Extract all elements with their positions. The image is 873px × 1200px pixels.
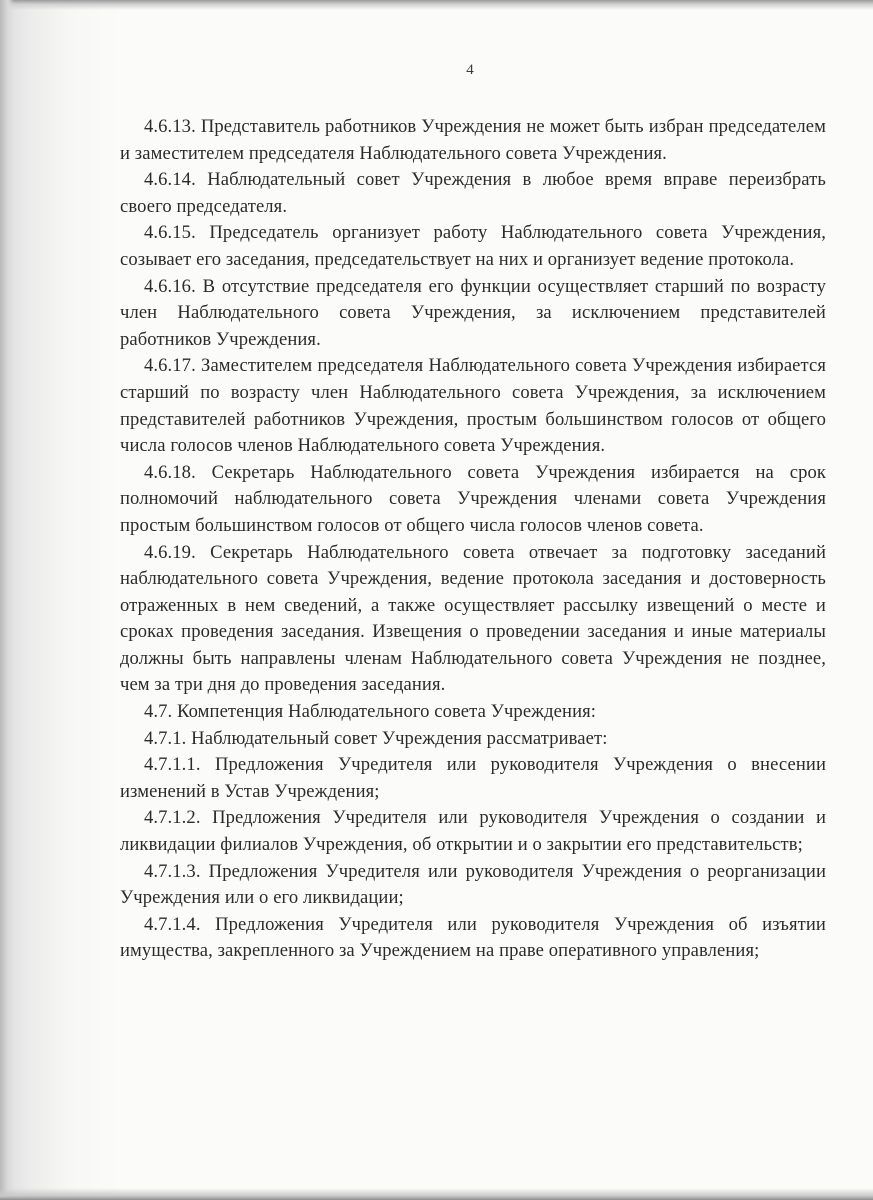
clause-4-6-13: 4.6.13. Представитель работников Учреждения не может быть избран председателем и заместителем председателя Наблюдательного совета Учреждения. [120, 116, 826, 164]
clause-4-6-17: 4.6.17. Заместителем председателя Наблюдательного совета Учреждения избирается старший по возрасту член Наблюдательного совета Учреждения, за исключением представителей работников Учреждения, простым большинством голосов от общего числа голосов членов Наблюдательного совета Учреждения. [120, 355, 826, 457]
scan-edge-left [0, 0, 14, 1200]
clause-4-6-14: 4.6.14. Наблюдательный совет Учреждения в любое время вправе переизбрать своего председателя. [120, 169, 826, 217]
clause-4-6-19: 4.6.19. Секретарь Наблюдательного совета отвечает за подготовку заседаний наблюдательного совета Учреждения, ведение протокола заседания и достоверность отраженных в нем сведений, а также осуществляет рассылку извещений о месте и сроках проведения заседания. Извещения о проведении заседания и иные материалы должны быть направлены членам Наблюдательного совета Учреждения не позднее, чем за три дня до проведения заседания. [120, 541, 826, 696]
document-body [120, 114, 826, 965]
page-number: 4 [466, 62, 474, 78]
clause-4-6-18: 4.6.18. Секретарь Наблюдательного совета Учреждения избирается на срок полномочий наблюдательного совета Учреждения членами совета Учреждения простым большинством голосов от общего числа голосов членов совета. [120, 461, 826, 536]
clause-4-7: 4.7. Компетенция Наблюдательного совета Учреждения: [144, 701, 597, 723]
clause-4-7-1-4: 4.7.1.4. Предложения Учредителя или руководителя Учреждения об изъятии имущества, закрепленного за Учреждением на праве оперативного управления; [120, 913, 826, 962]
clause-4-6-15: 4.6.15. Председатель организует работу Наблюдательного совета Учреждения, созывает его заседания, председательствует на них и организует ведение протокола. [120, 222, 826, 270]
clause-4-7-1-2: 4.7.1.2. Предложения Учредителя или руководителя Учреждения о создании и ликвидации филиалов Учреждения, об открытии и о закрытии его представительств; [120, 807, 826, 856]
scan-edge-bottom [0, 1188, 873, 1200]
clause-4-7-1-3: 4.7.1.3. Предложения Учредителя или руководителя Учреждения о реорганизации Учреждения или о его ликвидации; [120, 860, 826, 909]
clause-4-6-16: 4.6.16. В отсутствие председателя его функции осуществляет старший по возрасту член Наблюдательного совета Учреждения, за исключением представителей работников Учреждения. [120, 275, 826, 350]
clause-4-7-1-1: 4.7.1.1. Предложения Учредителя или руководителя Учреждения о внесении изменений в Устав Учреждения; [120, 754, 826, 802]
scan-edge-top [0, 0, 873, 10]
clause-4-7-1: 4.7.1. Наблюдательный совет Учреждения рассматривает: [144, 727, 608, 749]
